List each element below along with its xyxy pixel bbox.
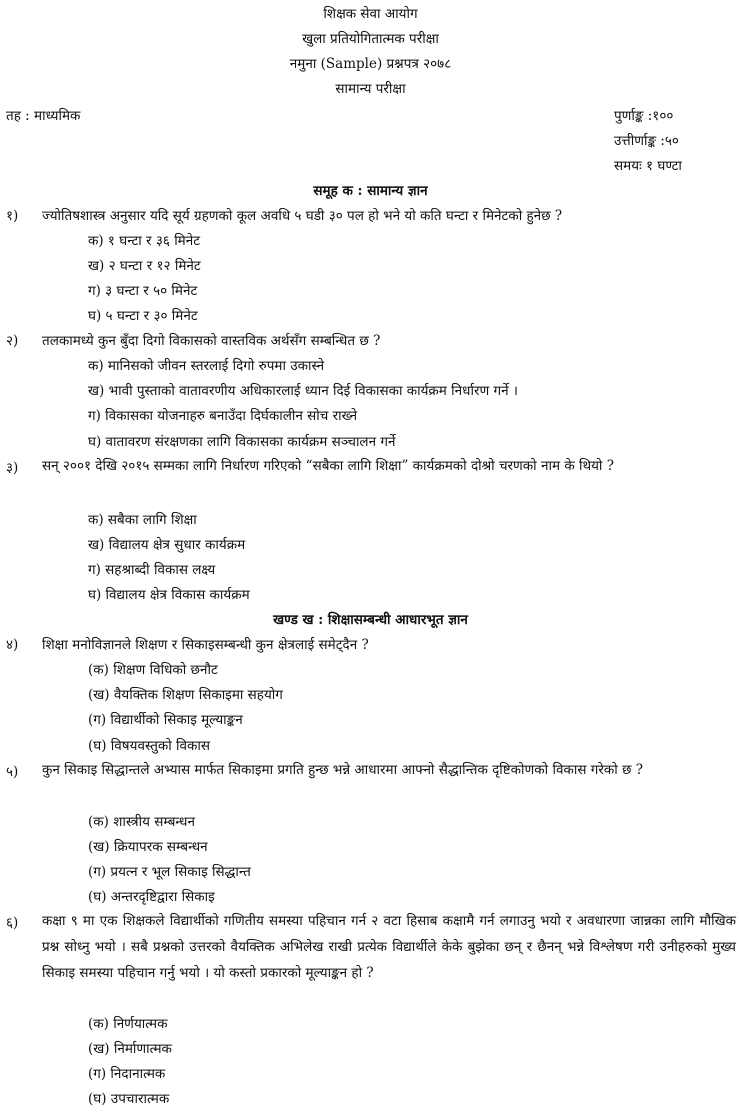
question-4-option-d: (घ) विषयवस्तुको विकास xyxy=(88,738,211,754)
question-5-option-c: (ग) प्रयत्न र भूल सिकाइ सिद्धान्त xyxy=(88,864,251,880)
question-1-option-c: ग) ३ घन्टा र ५० मिनेट xyxy=(88,283,198,299)
full-marks: पुर्णाङ्क :१०० xyxy=(614,108,674,124)
question-4-number: ४) xyxy=(6,637,19,653)
header-general-exam: सामान्य परीक्षा xyxy=(335,81,406,97)
question-6-option-a: (क) निर्णयात्मक xyxy=(88,1016,168,1032)
header-exam-type: खुला प्रतियोगितात्मक परीक्षा xyxy=(302,31,439,47)
section-a-title: समूह क : सामान्य ज्ञान xyxy=(313,183,428,199)
header-commission: शिक्षक सेवा आयोग xyxy=(323,6,418,22)
question-6-option-c: (ग) निदानात्मक xyxy=(88,1066,166,1082)
question-1-number: १) xyxy=(6,208,19,224)
question-3-number: ३) xyxy=(6,460,19,476)
question-3-text: सन् २००१ देखि २०१५ सम्मका लागि निर्धारण गरिएको “सबैका लागि शिक्षा” कार्यक्रमको दोश्रो चरणको नाम के थियो ? xyxy=(42,458,614,474)
question-3-option-b: ख) विद्यालय क्षेत्र सुधार कार्यक्रम xyxy=(88,537,246,553)
question-2-option-c: ग) विकासका योजनाहरु बनाउँदा दिर्घकालीन सोच राख्ने xyxy=(88,408,358,424)
question-2-text: तलकामध्ये कुन बुँदा दिगो विकासको वास्तविक अर्थसँग सम्बन्धित छ ? xyxy=(42,333,381,349)
section-b-title: खण्ड ख : शिक्षासम्बन्धी आधारभूत ज्ञान xyxy=(273,612,468,628)
question-4-option-b: (ख) वैयक्तिक शिक्षण सिकाइमा सहयोग xyxy=(88,687,283,703)
question-1-option-a: क) १ घन्टा र ३६ मिनेट xyxy=(88,233,201,249)
question-6-text: कक्षा ९ मा एक शिक्षकले विद्यार्थीको गणितीय समस्या पहिचान गर्न २ वटा हिसाब कक्षामै गर्न लगाउनु भयो र अवधारणा जान्नका लागि मौखिक प्रश्न सोध्नु भयो । सबै प्रश्नको उत्तरको वैयक्तिक अभिलेख राखी प्रत्येक विद्यार्थीले केके बुझेका छन् र छैनन् भन्ने विश्लेषण गरी उनीहरुको मुख्य सिकाइ समस्या पहिचान गर्नु भयो । यो कस्तो प्रकारको मूल्याङ्कन हो ? xyxy=(42,913,736,981)
question-1-option-d: घ) ५ घन्टा र ३० मिनेट xyxy=(88,308,198,324)
question-5-option-a: (क) शास्त्रीय सम्बन्धन xyxy=(88,814,195,830)
question-3-option-a: क) सबैका लागि शिक्षा xyxy=(88,512,197,528)
question-6-number: ६) xyxy=(6,915,19,931)
question-6-option-b: (ख) निर्माणात्मक xyxy=(88,1041,172,1057)
question-2-number: २) xyxy=(6,333,19,349)
level-label: तह : माध्यमिक xyxy=(6,108,81,124)
question-1-option-b: ख) २ घन्टा र १२ मिनेट xyxy=(88,258,201,274)
question-4-option-a: (क) शिक्षण विधिको छनौट xyxy=(88,662,218,678)
header-sample-paper: नमुना (Sample) प्रश्नपत्र २०७८ xyxy=(289,56,452,72)
exam-time: समयः १ घण्टा xyxy=(614,158,682,174)
question-2-option-d: घ) वातावरण संरक्षणका लागि विकासका कार्यक्रम सञ्चालन गर्ने xyxy=(88,434,396,450)
question-5-text: कुन सिकाइ सिद्धान्तले अभ्यास मार्फत सिकाइमा प्रगति हुन्छ भन्ने आधारमा आफ्नो सैद्धान्तिक दृष्टिकोणको विकास गरेको छ ? xyxy=(42,762,644,778)
pass-marks: उत्तीर्णाङ्क :५० xyxy=(614,133,679,149)
question-2-option-a: क) मानिसको जीवन स्तरलाई दिगो रुपमा उकास्ने xyxy=(88,358,325,374)
question-5-option-b: (ख) क्रियापरक सम्बन्धन xyxy=(88,839,208,855)
question-3-option-d: घ) विद्यालय क्षेत्र विकास कार्यक्रम xyxy=(88,587,250,603)
question-5-number: ५) xyxy=(6,764,19,780)
question-4-text: शिक्षा मनोविज्ञानले शिक्षण र सिकाइसम्बन्धी कुन क्षेत्रलाई समेट्दैन ? xyxy=(42,637,369,653)
question-3-option-c: ग) सहश्राब्दी विकास लक्ष्य xyxy=(88,562,216,578)
question-4-option-c: (ग) विद्यार्थीको सिकाइ मूल्याङ्कन xyxy=(88,712,243,728)
question-1-text: ज्योतिषशास्त्र अनुसार यदि सूर्य ग्रहणको कूल अवधि ५ घडी ३० पल हो भने यो कति घन्टा र मिनेटको हुनेछ ? xyxy=(42,208,563,224)
question-6-option-d: (घ) उपचारात्मक xyxy=(88,1091,170,1107)
question-2-option-b: ख) भावी पुस्ताको वातावरणीय अधिकारलाई ध्यान दिई विकासका कार्यक्रम निर्धारण गर्ने । xyxy=(88,383,519,399)
question-5-option-d: (घ) अन्तरदृष्टिद्वारा सिकाइ xyxy=(88,889,215,905)
